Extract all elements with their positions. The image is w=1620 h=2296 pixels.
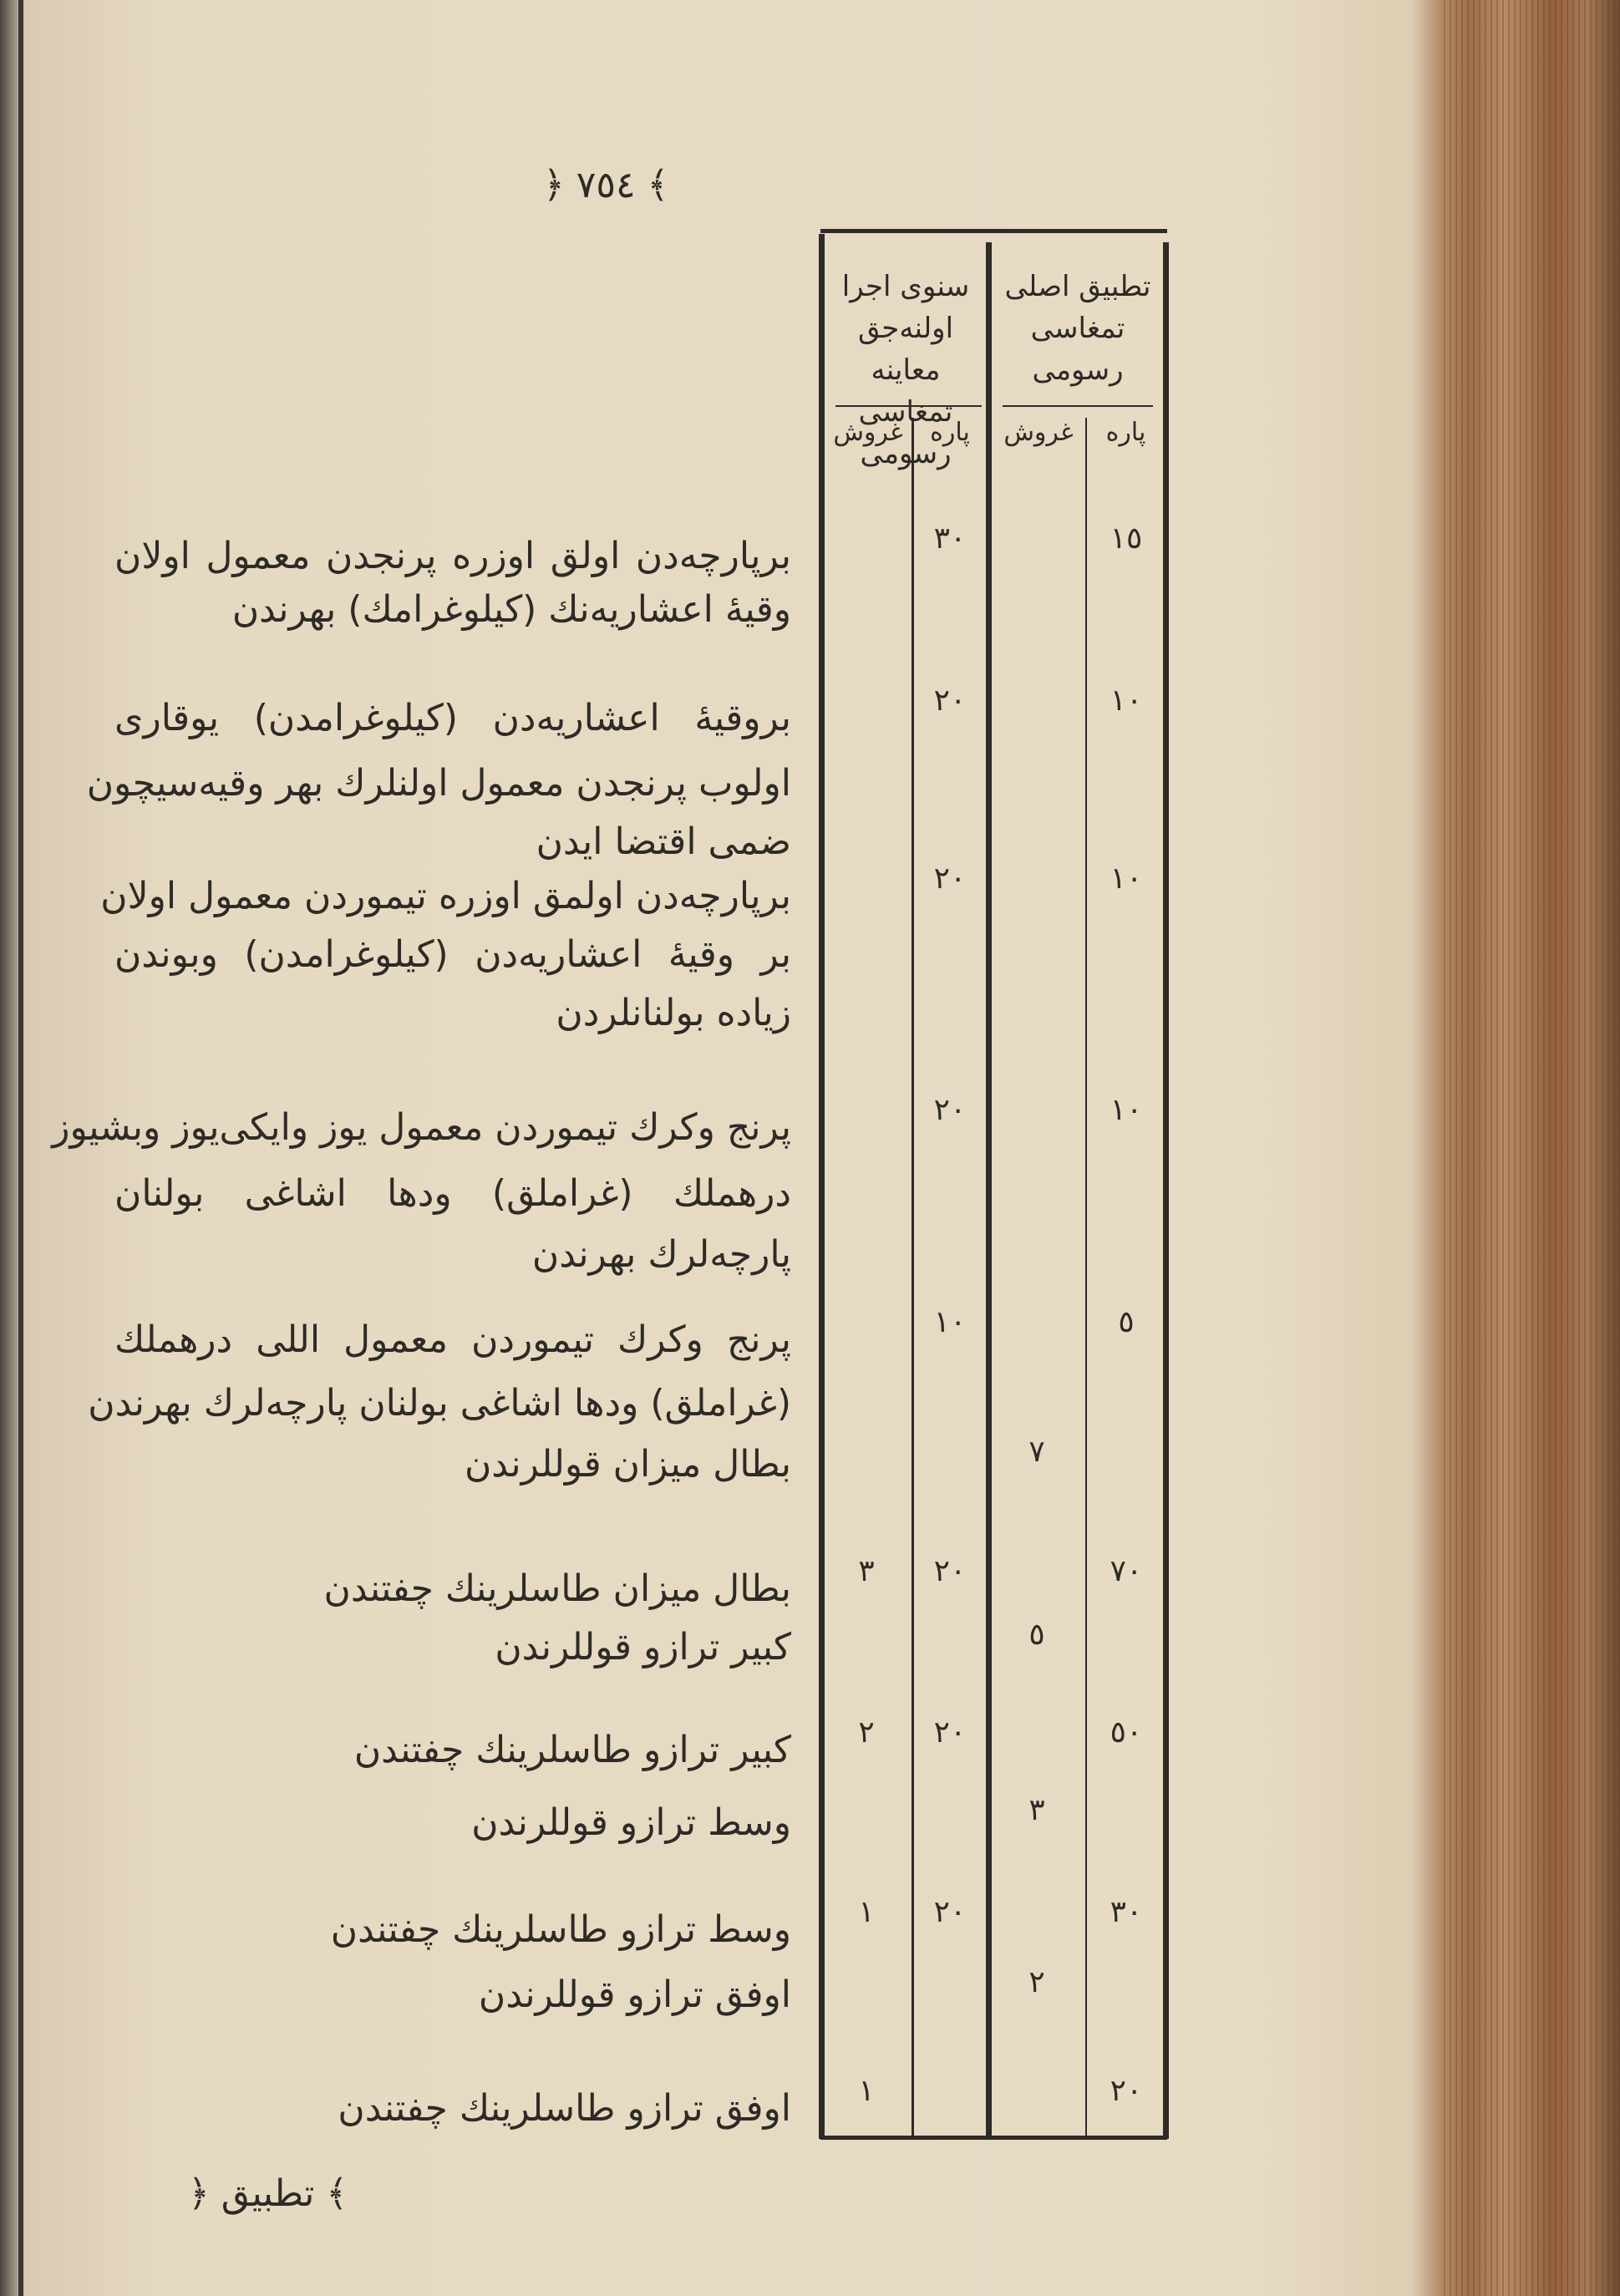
text-line: وسط ترازو طاسلرينك چفتندن <box>330 1908 791 1951</box>
text-line: اوفق ترازو قوللرندن <box>478 1973 791 2016</box>
cell-tatbik-para: ٥ <box>1118 1305 1135 1339</box>
cell-senevi-gurus: ٢ <box>858 1715 875 1750</box>
text-line: وسط ترازو قوللرندن <box>471 1801 791 1844</box>
cell-senevi-para: ٢٠ <box>933 1895 967 1929</box>
text-line: درهملك (غراملق) ودها اشاغى بولنان <box>114 1172 791 1215</box>
text-line: برپارچه‌دن اولمق اوزره تیموردن معمول اولان <box>100 875 791 917</box>
header-senevi: سنوی اجرا اولنه‌جق معاینه تمغاسی رسومی <box>841 270 970 470</box>
cell-tatbik-gurus: ٢ <box>1028 1965 1045 1999</box>
cell-tatbik-para: ٣٠ <box>1110 1895 1143 1929</box>
table-top-rule <box>820 229 1167 233</box>
cell-senevi-para: ٢٠ <box>933 1715 967 1750</box>
text-line: پرنج وكرك تیموردن معمول اللى درهملك <box>114 1318 791 1361</box>
cell-senevi-para: ٢٠ <box>933 861 967 896</box>
text-line: بر وقيهٔ اعشاريه‌دن (كيلوغرامدن) وبوندن <box>114 933 791 976</box>
page-number: ﴾ ٧٥٤ ﴿ <box>543 164 669 206</box>
book-gutter <box>18 0 23 2296</box>
text-line: اولوب پرنجدن معمول اولنلرك بهر وقيه‌سيچون <box>86 762 791 805</box>
text-line: پارچه‌لرك بهرندن <box>531 1233 791 1276</box>
text-line: (غراملق) ودها اشاغى بولنان پارچه‌لرك بهرندن <box>88 1382 791 1425</box>
column-rule-senevi <box>912 418 914 2139</box>
cell-tatbik-para: ٢٠ <box>1110 2074 1143 2108</box>
text-line: ضمى اقتضا ايدن <box>536 820 791 863</box>
header-rule-tatbik <box>1003 405 1153 407</box>
text-line: بروقيهٔ اعشاريه‌دن (كيلوغرامدن) يوقارى <box>114 697 791 739</box>
unit-para-senevi: پاره <box>930 418 970 447</box>
table-right-rule <box>1163 242 1169 2139</box>
text-line: كبير ترازو قوللرندن <box>495 1626 791 1669</box>
cell-senevi-gurus: ١ <box>858 2074 875 2108</box>
text-line: بطال ميزان طاسلرينك چفتندن <box>323 1567 791 1610</box>
table-bottom-rule <box>820 2136 1167 2140</box>
cell-tatbik-gurus: ٣ <box>1028 1793 1045 1827</box>
text-line: زياده بولنانلردن <box>556 992 791 1034</box>
cell-senevi-para: ٢٠ <box>933 1554 967 1588</box>
cell-tatbik-para: ١٠ <box>1110 1093 1143 1127</box>
cell-tatbik-para: ١٥ <box>1110 521 1143 556</box>
cell-tatbik-para: ١٠ <box>1110 683 1143 718</box>
unit-gurus-tatbik: غروش <box>1003 418 1074 447</box>
column-rule-tatbik <box>1085 418 1087 2139</box>
text-line: اوفق ترازو طاسلرينك چفتندن <box>338 2087 791 2130</box>
text-line: پرنج وكرك تیموردن معمول يوز وايكى‌يوز وبشيوز <box>52 1106 791 1149</box>
unit-para-tatbik: پاره <box>1105 418 1146 447</box>
header-tatbik: تطبیق اصلی تمغاسی رسومی <box>1004 270 1151 387</box>
cell-senevi-para: ٣٠ <box>933 521 967 556</box>
cell-senevi-gurus: ٣ <box>858 1554 875 1588</box>
cell-tatbik-para: ١٠ <box>1110 861 1143 896</box>
unit-gurus-senevi: غروش <box>833 418 903 447</box>
text-line: كبير ترازو طاسلرينك چفتندن <box>353 1729 791 1771</box>
text-line: بطال ميزان قوللرندن <box>464 1443 791 1486</box>
cell-tatbik-gurus: ٧ <box>1028 1435 1045 1469</box>
table-left-rule <box>819 234 825 2139</box>
cell-senevi-para: ٢٠ <box>933 683 967 718</box>
cell-tatbik-para: ٥٠ <box>1110 1715 1143 1750</box>
cell-senevi-para: ٢٠ <box>933 1093 967 1127</box>
cell-tatbik-gurus: ٥ <box>1028 1618 1045 1652</box>
cell-tatbik-para: ٧٠ <box>1110 1554 1143 1588</box>
cell-senevi-para: ١٠ <box>933 1305 967 1339</box>
text-line: برپارچه‌دن اولق اوزره پرنجدن معمول اولان <box>114 535 791 577</box>
book-page-edges <box>1444 0 1620 2296</box>
cell-senevi-gurus: ١ <box>858 1895 875 1929</box>
text-line: وقیهٔ اعشاریه‌نك (كيلوغرامك) بهرندن <box>231 588 791 631</box>
catchword: ﴾ تطبيق ﴿ <box>188 2172 348 2215</box>
